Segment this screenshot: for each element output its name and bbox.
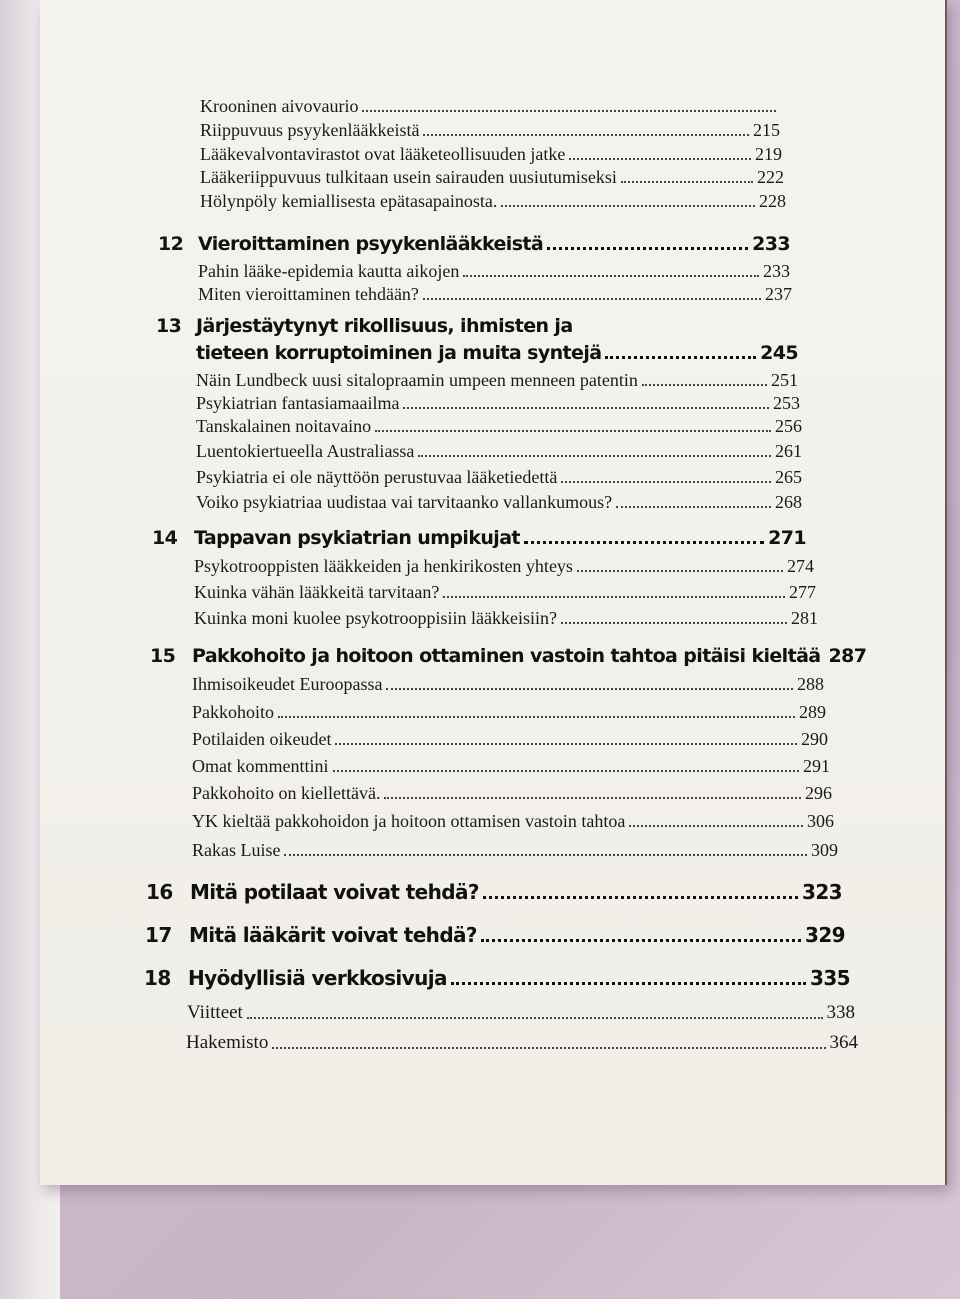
toc-entry	[194, 608, 818, 629]
toc-entry	[192, 702, 826, 723]
leader-dots	[569, 158, 751, 160]
chapter-16-heading	[146, 880, 842, 904]
toc-entry-page: 306	[807, 811, 834, 831]
leader-dots	[335, 743, 797, 745]
chapter-number: 14	[152, 527, 178, 549]
leader-dots	[284, 854, 807, 856]
toc-entry-page: 274	[787, 556, 814, 576]
toc-entry	[196, 393, 800, 414]
chapter-12-heading	[158, 233, 790, 255]
leader-dots	[418, 455, 771, 457]
chapter-number: 16	[146, 880, 173, 904]
leader-dots	[423, 134, 749, 136]
toc-entry-page: 265	[775, 467, 802, 487]
toc-entry-label: Psykiatrian fantasiamaailma	[196, 393, 400, 413]
chapter-title: Järjestäytynyt rikollisuus, ihmisten ja	[196, 315, 573, 337]
toc-entry-page: 290	[801, 729, 828, 749]
toc-entry-page: 237	[765, 284, 792, 304]
toc-entry	[192, 756, 830, 777]
toc-entry	[198, 284, 792, 305]
toc-entry	[192, 811, 834, 832]
toc-entry-page: 251	[771, 370, 798, 390]
chapter-number: 17	[145, 923, 172, 947]
leader-dots	[423, 298, 761, 300]
toc-entry-label: Viitteet	[187, 1002, 243, 1023]
toc-entry-page: 338	[826, 1002, 855, 1023]
chapter-18-heading	[144, 966, 850, 990]
toc-entry	[192, 674, 824, 695]
toc-entry-label: Luentokiertueella Australiassa	[196, 441, 415, 461]
leader-dots	[443, 596, 785, 598]
chapter-page: 323	[802, 880, 842, 904]
toc-entry	[194, 556, 814, 577]
leader-dots	[384, 797, 801, 799]
toc-entry	[196, 467, 802, 488]
toc-entry-label: Psykotrooppisten lääkkeiden ja henkirikosten yhteys	[194, 556, 573, 576]
toc-entry-page: 222	[757, 167, 784, 187]
toc-entry	[200, 167, 784, 188]
toc-entry	[192, 840, 838, 861]
leader-dots	[483, 896, 798, 899]
chapter-title: Pakkohoito ja hoitoon ottaminen vastoin tahtoa pitäisi kieltää	[192, 645, 821, 667]
leader-dots	[278, 716, 795, 718]
toc-entry-page: 296	[805, 783, 832, 803]
leader-dots	[501, 205, 755, 207]
toc-entry-page: 233	[763, 261, 790, 281]
toc-entry-label: Potilaiden oikeudet	[192, 729, 332, 749]
toc-entry	[196, 492, 802, 513]
toc-entry-label: Näin Lundbeck uusi sitalopraamin umpeen menneen patentin	[196, 370, 638, 390]
toc-entry-label: Rakas Luise	[192, 840, 281, 860]
toc-entry	[200, 96, 780, 117]
chapter-13-heading-line2	[196, 342, 798, 364]
toc-entry	[192, 729, 828, 750]
leader-dots	[621, 181, 753, 183]
toc-entry-page: 364	[829, 1032, 858, 1053]
toc-entry-label: YK kieltää pakkohoidon ja hoitoon ottamisen vastoin tahtoa	[192, 811, 626, 831]
chapter-page: 287	[828, 645, 867, 667]
toc-entry-label: Hölynpöly kemiallisesta epätasapainosta.	[200, 191, 498, 211]
leader-dots	[547, 247, 748, 250]
toc-entry	[200, 144, 782, 165]
chapter-title: Mitä lääkärit voivat tehdä?	[189, 923, 477, 947]
toc-entry	[194, 582, 816, 603]
leader-dots	[403, 407, 769, 409]
chapter-title: tieteen korruptoiminen ja muita syntejä	[196, 342, 602, 364]
toc-entry	[198, 261, 790, 282]
toc-entry-page: 253	[773, 393, 800, 413]
leader-dots	[272, 1047, 825, 1049]
toc-entry-page: 288	[797, 674, 824, 694]
toc-entry-label: Pahin lääke-epidemia kautta aikojen	[198, 261, 460, 281]
toc-entry-page: 268	[775, 492, 802, 512]
chapter-title: Vieroittaminen psyykenlääkkeistä	[198, 233, 544, 255]
toc-entry	[200, 191, 786, 212]
chapter-14-heading	[152, 527, 806, 549]
toc-entry-label: Tanskalainen noitavaino	[196, 416, 372, 436]
leader-dots	[362, 110, 776, 112]
leader-dots	[629, 825, 803, 827]
chapter-page: 329	[805, 923, 845, 947]
toc-entry-label: Pakkohoito on kiellettävä.	[192, 783, 381, 803]
toc-entry-label: Ihmisoikeudet Euroopassa	[192, 674, 383, 694]
toc-entry-label: Miten vieroittaminen tehdään?	[198, 284, 419, 304]
toc-entry	[196, 441, 802, 462]
chapter-number: 18	[144, 966, 171, 990]
chapter-page: 335	[810, 966, 850, 990]
leader-dots	[481, 939, 801, 942]
leader-dots	[577, 570, 783, 572]
toc-entry-label: Voiko psykiatriaa uudistaa vai tarvitaanko vallankumous?	[196, 492, 613, 512]
chapter-page: 245	[760, 342, 798, 364]
toc-entry-page: 215	[753, 120, 780, 140]
toc-entry	[196, 370, 798, 391]
toc-entry-label: Lääkevalvontavirastot ovat lääketeollisuuden jatke	[200, 144, 566, 164]
chapter-number: 12	[158, 233, 184, 255]
toc-entry-label: Krooninen aivovaurio	[200, 96, 359, 116]
toc-entry-label: Lääkeriippuvuus tulkitaan usein sairauden uusiutumiseksi	[200, 167, 617, 187]
toc-entry-page: 281	[791, 608, 818, 628]
leader-dots	[561, 481, 771, 483]
chapter-15-heading	[150, 645, 867, 667]
toc-entry-page: 291	[803, 756, 830, 776]
chapter-17-heading	[145, 923, 845, 947]
leader-dots	[333, 770, 800, 772]
leader-dots	[386, 688, 793, 690]
toc-entry	[187, 1002, 855, 1024]
toc-entry-page: 228	[759, 191, 786, 211]
toc-entry	[192, 783, 832, 804]
chapter-title: Hyödyllisiä verkkosivuja	[188, 966, 447, 990]
toc-entry	[186, 1032, 858, 1054]
chapter-13-heading-line1	[156, 315, 796, 337]
chapter-number: 13	[156, 315, 182, 337]
chapter-title: Mitä potilaat voivat tehdä?	[190, 880, 479, 904]
toc-entry-page: 277	[789, 582, 816, 602]
chapter-number: 15	[150, 645, 176, 667]
chapter-page: 233	[752, 233, 790, 255]
toc-entry-label: Hakemisto	[186, 1032, 269, 1053]
leader-dots	[616, 506, 771, 508]
toc-entry-page: 256	[775, 416, 802, 436]
toc-entry-label: Psykiatria ei ole näyttöön perustuvaa lääketiedettä	[196, 467, 558, 487]
toc-entry-label: Pakkohoito	[192, 702, 275, 722]
toc-entry	[196, 416, 802, 437]
leader-dots	[247, 1017, 823, 1019]
toc-entry-label: Omat kommenttini	[192, 756, 329, 776]
leader-dots	[451, 982, 806, 985]
chapter-title: Tappavan psykiatrian umpikujat	[194, 527, 520, 549]
chapter-page: 271	[768, 527, 806, 549]
toc-entry-label: Kuinka vähän lääkkeitä tarvitaan?	[194, 582, 440, 602]
toc-entry-page: 289	[799, 702, 826, 722]
leader-dots	[524, 541, 764, 544]
toc-entry-label: Kuinka moni kuolee psykotrooppisiin lääkkeisiin?	[194, 608, 557, 628]
toc-entry-page: 219	[755, 144, 782, 164]
leader-dots	[642, 384, 767, 386]
toc-entry-label: Riippuvuus psyykenlääkkeistä	[200, 120, 420, 140]
toc-entry-page: 309	[811, 840, 838, 860]
toc-entry	[200, 120, 780, 141]
leader-dots	[561, 622, 787, 624]
leader-dots	[463, 275, 759, 277]
leader-dots	[375, 430, 771, 432]
leader-dots	[605, 356, 756, 359]
toc-entry-page: 261	[775, 441, 802, 461]
